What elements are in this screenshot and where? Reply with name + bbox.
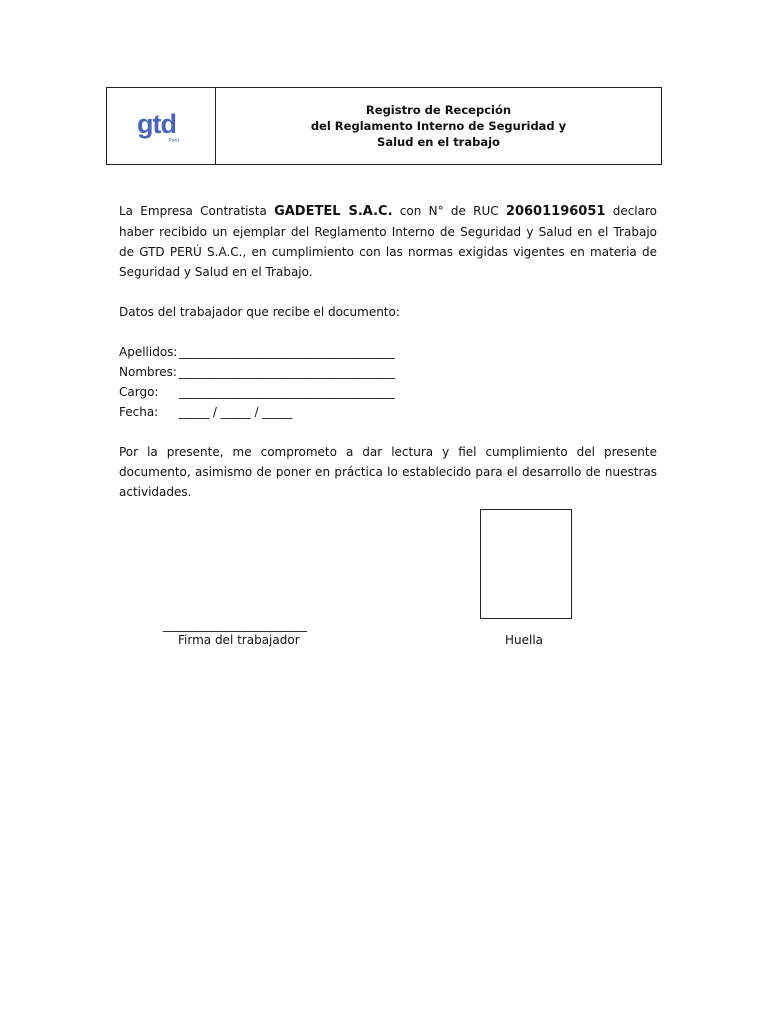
field-apellidos [119,342,657,362]
field-blank-line: ____________________________________ [179,365,395,379]
logo-text: gtd [137,109,176,139]
thumbprint-caption: Huella [505,633,544,647]
title-line-3: Salud en el trabajo [377,135,500,149]
logo-subtext: Perú [168,138,179,144]
field-blank-line: ____________________________________ [179,345,395,359]
title-line-2: del Reglamento Interno de Seguridad y [310,119,567,133]
gtd-logo [137,109,185,144]
commitment-paragraph: Por la presente, me comprometo a dar lectura y fiel cumplimiento del presente documento, asimismo de poner en práctica lo establecido para el desarrollo de nuestras actividades. [119,445,657,499]
company-name: GADETEL S.A.C. [274,204,393,219]
worker-fields [119,342,657,422]
signature-line: ________________________ [163,618,307,632]
field-fecha [119,402,657,422]
field-blank-line: _____ / _____ / _____ [179,405,293,419]
declaration-text-2: con N° de RUC [399,204,499,218]
document-title [216,88,661,164]
title-line-1: Registro de Recepción [365,103,512,117]
field-label: Nombres: [119,365,177,379]
thumbprint-box [480,509,572,619]
header-table [106,87,662,165]
field-cargo [119,382,657,402]
field-label: Cargo: [119,385,159,399]
ruc-number: 20601196051 [505,204,606,219]
field-label: Apellidos: [119,345,178,359]
declaration-text-3: declaro haber recibido un ejemplar del Reglamento Interno de Seguridad y Salud en el Trabajo de GTD PERÚ S.A.C., en cumplimiento con las normas exigidas vigentes en materia de Seguridad y Salud en el Trabajo. [119,204,657,279]
field-label: Fecha: [119,405,159,419]
worker-intro: Datos del trabajador que recibe el documento: [119,305,400,319]
declaration-paragraph [119,201,657,282]
signature-caption: Firma del trabajador [178,633,300,647]
field-nombres [119,362,657,382]
field-blank-line: ____________________________________ [179,385,395,399]
logo-cell [107,88,216,164]
declaration-text-1: La Empresa Contratista [119,204,267,218]
